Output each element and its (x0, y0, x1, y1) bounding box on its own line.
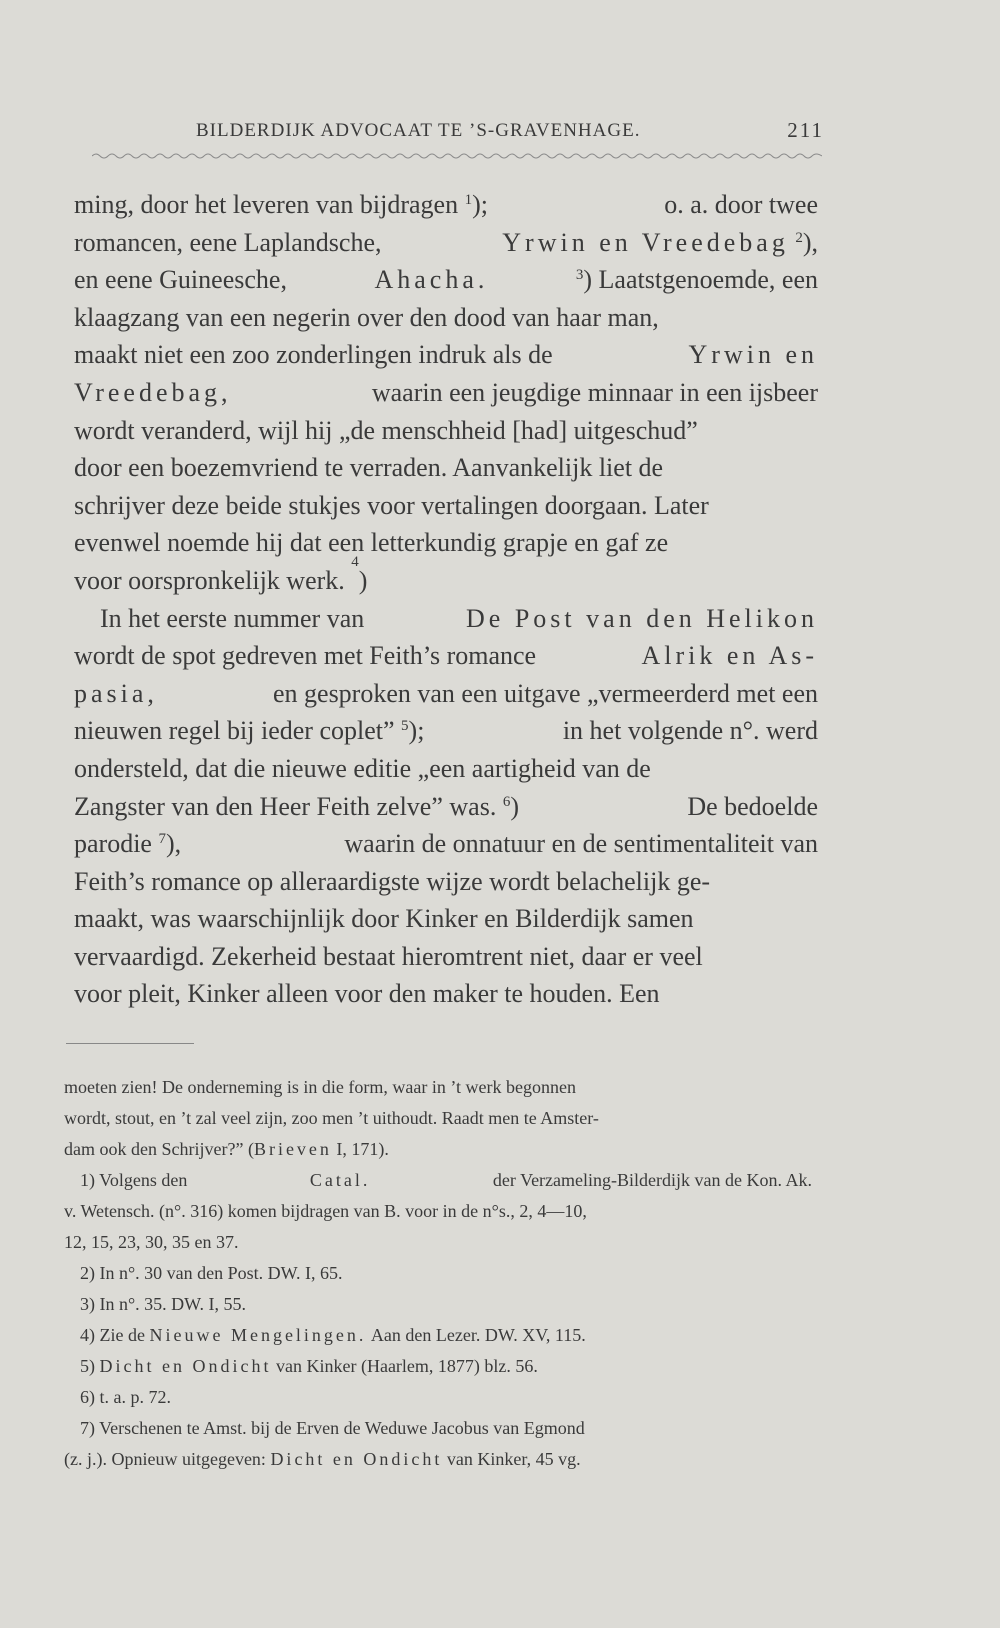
footnote-ref: 4 (351, 553, 359, 570)
footnote-6: 6) t. a. p. 72. (80, 1387, 171, 1407)
footnote-line: (z. j.). Opnieuw uitgegeven: Dicht en Ondicht van Kinker, 45 vg. (64, 1449, 581, 1469)
text-line: ondersteld, dat die nieuwe editie „een aartigheid van de (74, 753, 651, 783)
text-line: maakt, was waarschijnlijk door Kinker en Bilderdijk samen (74, 904, 694, 934)
header-wavy-rule (92, 150, 822, 162)
footnote-divider (66, 1043, 194, 1044)
text-line: nieuwen regel bij ieder coplet” $^5$); in het volgende n°. werd (74, 716, 818, 746)
text-line: In het eerste nummer van De Post van den Helikon (100, 603, 818, 633)
footnote-ref: 3 (575, 267, 584, 284)
text-line: en eene Guineesche, Ahacha. $^3$) Laatstgenoemde, een (74, 265, 818, 295)
page-number: 211 (787, 118, 824, 142)
text-line: schrijver deze beide stukjes voor vertalingen doorgaan. Later (74, 490, 709, 520)
footnote-4: 4) Zie de Nieuwe Mengelingen. Aan den Lezer. DW. XV, 115. (80, 1325, 586, 1345)
footnote-ref: 5 (401, 718, 409, 735)
text-line: wordt veranderd, wijl hij „de menschheid [had] uitgeschud” (74, 415, 698, 445)
text-line: parodie $^7$), waarin de onnatuur en de sentimentaliteit van (74, 829, 818, 859)
running-header (196, 120, 824, 150)
footnote-5: 5) Dicht en Ondicht van Kinker (Haarlem, 1877) blz. 56. (80, 1356, 538, 1376)
footnote-3: 3) In n°. 35. DW. I, 55. (80, 1294, 247, 1314)
footnote-line: moeten zien! De onderneming is in die form, waar in ’t werk begonnen (64, 1077, 577, 1097)
text-line: ming, door het leveren van bijdragen $^1$); o. a. door twee (74, 190, 818, 219)
footnote-2: 2) In n°. 30 van den Post. DW. I, 65. (80, 1263, 343, 1283)
footnotes (64, 1072, 812, 1475)
text-line: klaagzang van een negerin over den dood van haar man, (74, 302, 659, 332)
running-title: BILDERDIJK ADVOCAAT TE ’S-GRAVENHAGE. (196, 120, 641, 141)
footnote-ref: 6 (502, 793, 511, 810)
footnote-7: 7) Verschenen te Amst. bij de Erven de Weduwe Jacobus van Egmond (80, 1418, 585, 1438)
body-text (74, 186, 818, 1013)
footnote-line: dam ook den Schrijver?” ( Brieven I, 171). (64, 1139, 389, 1159)
footnote-ref: 7 (158, 831, 166, 848)
text-line: maakt niet een zoo zonderlingen indruk als de Yrwin en (74, 340, 818, 370)
text-line: Zangster van den Heer Feith zelve” was. $^6$) De bedoelde (74, 791, 818, 821)
text-line: door een boezemvriend te verraden. Aanvankelijk liet de (74, 453, 664, 483)
text-line: pasia, en gesproken van een uitgave „vermeerderd met een (74, 678, 818, 708)
text-line: vervaardigd. Zekerheid bestaat hieromtrent niet, daar er veel (74, 941, 703, 971)
text-line: evenwel noemde hij dat een letterkundig grapje en gaf ze (74, 528, 669, 558)
footnote-ref: 2 (795, 229, 803, 246)
text-line: voor pleit, Kinker alleen voor den maker te houden. Een (74, 979, 660, 1009)
footnote-ref: 1 (464, 192, 473, 208)
footnote-line: wordt, stout, en ’t zal veel zijn, zoo men ’t uithoudt. Raadt men te Amster- (64, 1108, 599, 1128)
text-line: voor oorspronkelijk werk. 4 ) (74, 562, 818, 600)
footnote-line: 12, 15, 23, 30, 35 en 37. (64, 1232, 239, 1252)
text-line: Vreedebag, waarin een jeugdige minnaar in een ijsbeer (74, 377, 818, 407)
text-line: Feith’s romance op alleraardigste wijze wordt belachelijk ge- (74, 866, 711, 896)
text-line: romancen, eene Laplandsche, Yrwin en Vreedebag $^2$), (74, 227, 818, 257)
footnote-1: 1) Volgens den Catal. der Verzameling-Bilderdijk van de Kon. Ak. (80, 1170, 812, 1190)
footnote-line: v. Wetensch. (n°. 316) komen bijdragen van B. voor in de n°s., 2, 4—10, (64, 1201, 587, 1221)
text-line: wordt de spot gedreven met Feith’s romance Alrik en As- (74, 641, 818, 671)
